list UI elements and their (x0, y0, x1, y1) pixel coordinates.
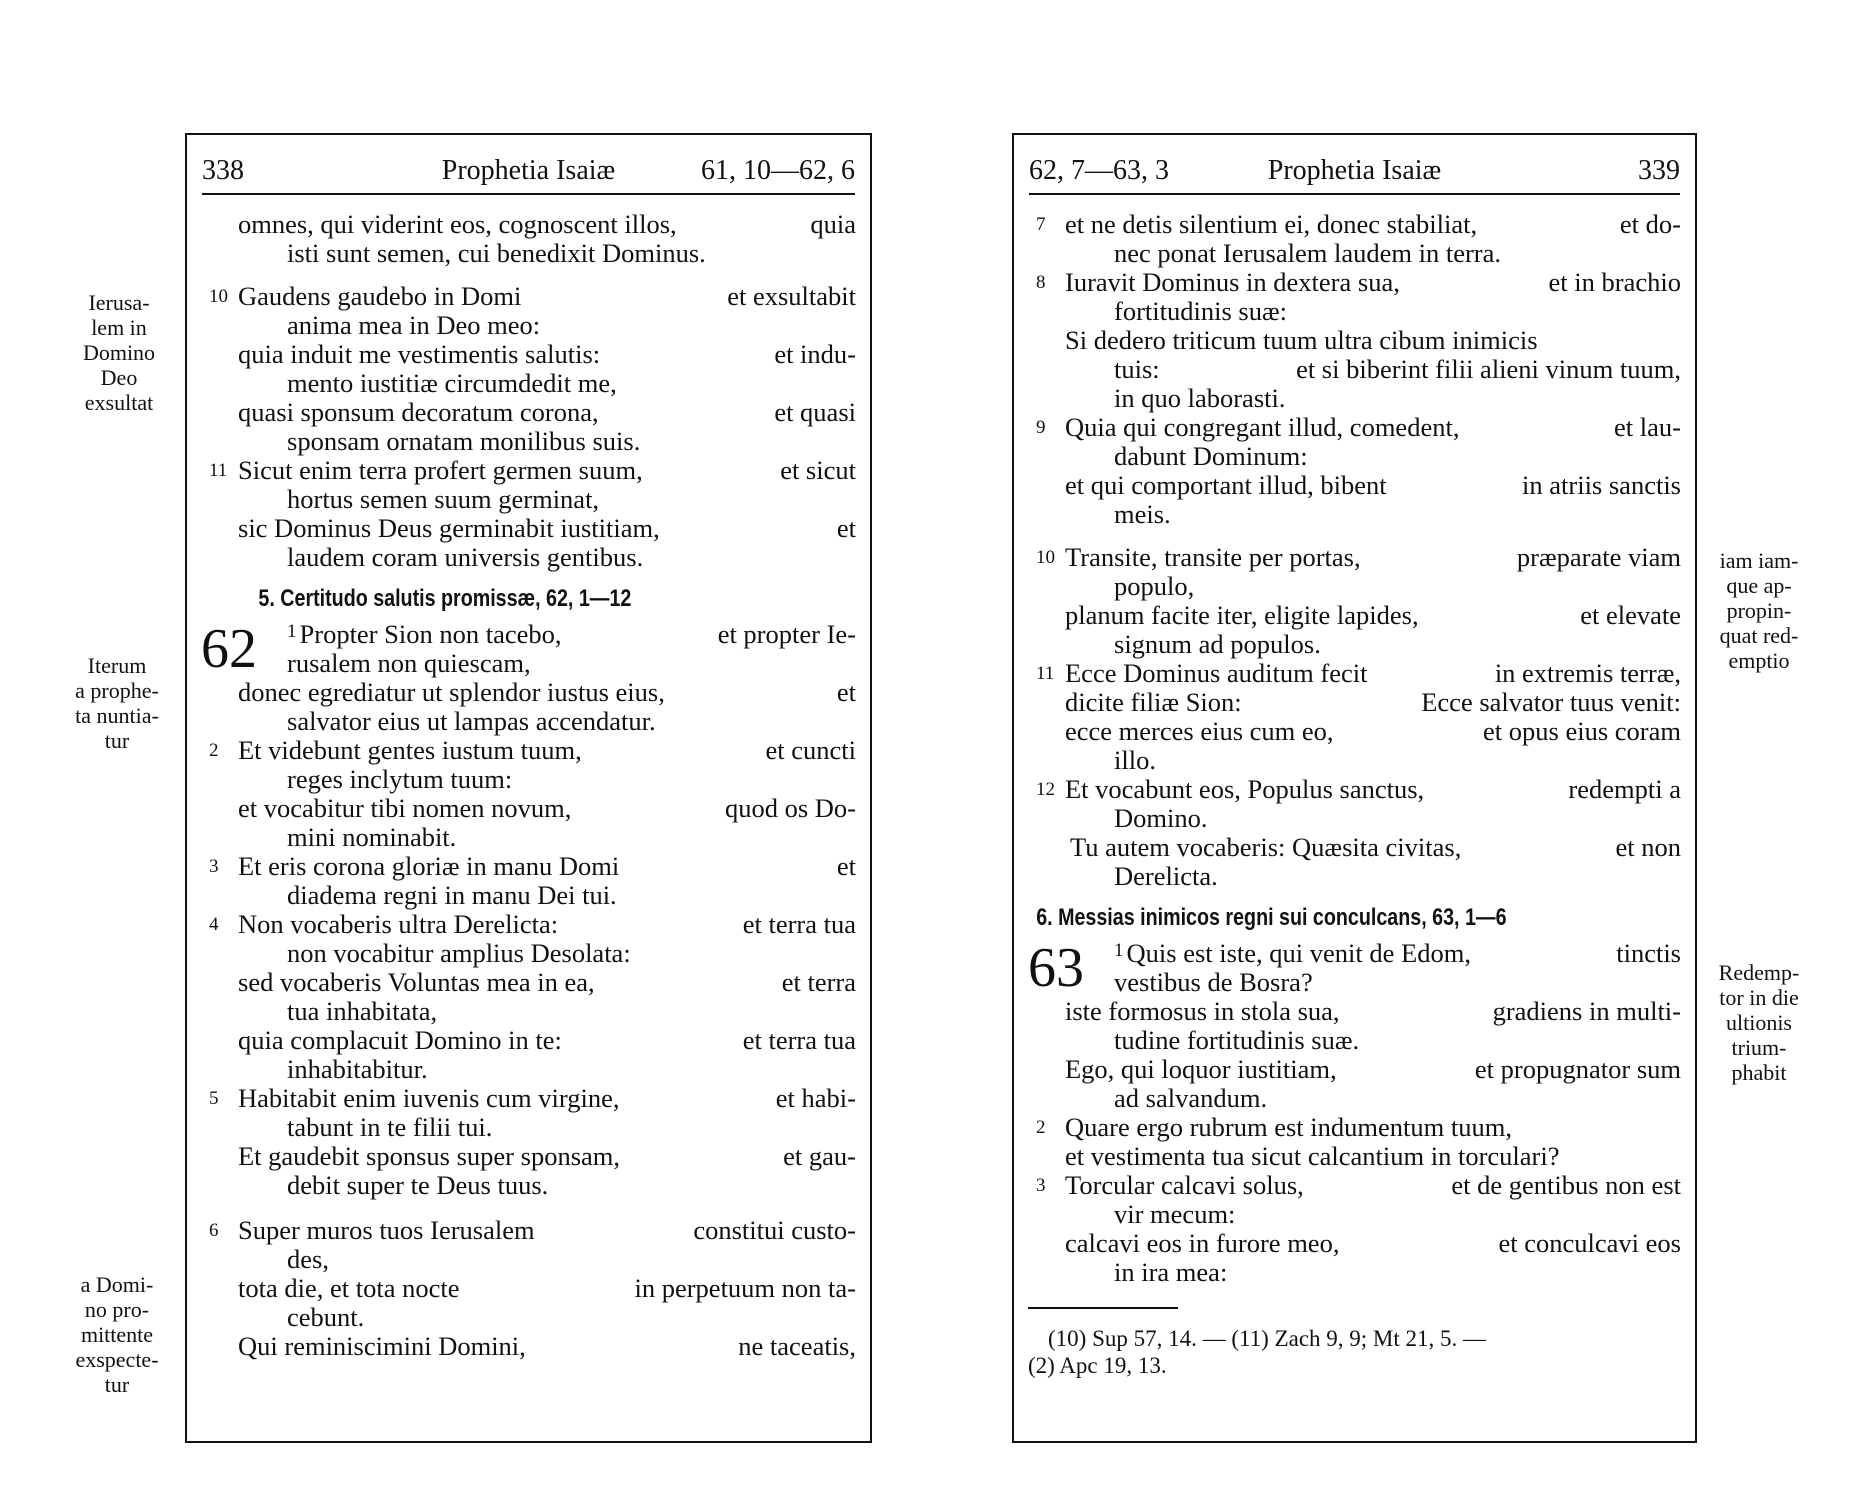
verse-line: 2 Quare ergo rubrum est indumentum tuum, (1036, 1112, 1512, 1142)
verse-number: 2 (1036, 1117, 1046, 1138)
verse-number: 4 (209, 914, 219, 935)
text-line: calcavi eos in furore meo, et conculcavi eos (1065, 1228, 1681, 1258)
text-line: hortus semen suum germinat, (287, 484, 600, 514)
verse-number: 3 (209, 856, 219, 877)
verse-line: 10 Gaudens gaudebo in Domi et exsultabit (209, 281, 856, 311)
verse-line: 2 Et videbunt gentes iustum tuum, et cuncti (209, 735, 856, 765)
text-line: Derelicta. (1114, 861, 1218, 891)
footnote-line: (2) Apc 19, 13. (1028, 1353, 1167, 1378)
text-line: non vocabitur amplius Desolata: (287, 938, 631, 968)
text-line: iste formosus in stola sua, gradiens in multi- (1065, 996, 1681, 1026)
text-line: mento iustitiæ circumdedit me, (287, 368, 617, 398)
text-line: ecce merces eius cum eo, et opus eius coram (1065, 716, 1681, 746)
verse-line: 5 Habitabit enim iuvenis cum virgine, et habi- (209, 1083, 856, 1113)
text-line: illo. (1114, 745, 1156, 775)
verse-line: 11 Sicut enim terra profert germen suum, et sicut (209, 455, 856, 485)
running-title: Prophetia Isaiæ (441, 155, 616, 186)
text-line: isti sunt semen, cui benedixit Dominus. (287, 238, 706, 268)
text-line: rusalem non quiescam, (287, 648, 531, 678)
text-line: ad salvandum. (1114, 1083, 1268, 1113)
running-title: Prophetia Isaiæ (1267, 155, 1442, 186)
text-line: sic Dominus Deus germinabit iustitiam, et (238, 513, 856, 543)
text-line: anima mea in Deo meo: (287, 310, 541, 340)
section-title: 6. Messias inimicos regni sui conculcans, 63, 1—6 (1036, 904, 1507, 931)
text-line: cebunt. (287, 1302, 365, 1332)
text-line: des, (287, 1244, 329, 1274)
verse-number: 1 (1114, 940, 1124, 961)
verse-number: 2 (209, 740, 219, 761)
page-header (1029, 153, 1680, 195)
verse-line: $^1$ Quis est iste, qui venit de Edom, tinctis (1114, 938, 1681, 968)
text-line: sponsam ornatam monilibus suis. (287, 426, 641, 456)
text-line: laudem coram universis gentibus. (287, 542, 644, 572)
text-line: tudine fortitudinis suæ. (1114, 1025, 1360, 1055)
text-line: tabunt in te filii tui. (287, 1112, 493, 1142)
text-line: planum facite iter, eligite lapides, et elevate (1065, 600, 1681, 630)
chapter-number: 62 (201, 618, 257, 680)
page-number: 339 (1638, 155, 1680, 186)
left-page (185, 133, 872, 1443)
text-line: Ego, qui loquor iustitiam, et propugnator sum (1065, 1054, 1681, 1084)
page-body (201, 210, 856, 1361)
text-line: nec ponat Ierusalem laudem in terra. (1114, 238, 1502, 268)
verse-number: 6 (209, 1220, 219, 1241)
section-title: 5. Certitudo salutis promissæ, 62, 1—12 (258, 585, 632, 612)
text-line: vestibus de Bosra? (1114, 967, 1313, 997)
verse-line: 10 Transite, transite per portas, præparate viam (1036, 542, 1681, 572)
verse-line: 3 Et eris corona gloriæ in manu Domi et (209, 851, 856, 881)
margin-note-ierusalem: Ierusa- lem in Domino Deo exsultat (82, 290, 156, 415)
margin-note-a-domino: a Domi- no pro- mittente exspecte- tur (75, 1272, 159, 1397)
text-line: Si dedero triticum tuum ultra cibum inimicis (1065, 325, 1538, 355)
text-line: tota die, et tota nocte in perpetuum non ta- (238, 1273, 856, 1303)
text-line: vir mecum: (1114, 1199, 1236, 1229)
verse-number: 10 (1036, 547, 1055, 568)
verse-number: 11 (1036, 663, 1055, 684)
text-line: dabunt Dominum: (1114, 441, 1308, 471)
text-line: signum ad populos. (1114, 629, 1321, 659)
page-header (202, 153, 855, 195)
text-line: mini nominabit. (287, 822, 457, 852)
text-line: in ira mea: (1114, 1257, 1228, 1287)
margin-note-iterum: Iterum a prophe- ta nuntia- tur (75, 653, 159, 753)
footnote-rule (1028, 1307, 1178, 1309)
right-page (1012, 133, 1697, 1443)
chapter-reference: 61, 10—62, 6 (701, 155, 855, 186)
chapter-reference: 62, 7—63, 3 (1029, 155, 1169, 186)
verse-line: 9 Quia qui congregant illud, comedent, et lau- (1036, 412, 1681, 442)
verse-number: 5 (209, 1088, 219, 1109)
text-line: quia complacuit Domino in te: et terra tua (238, 1025, 856, 1055)
text-line: et qui comportant illud, bibent in atriis sanctis (1065, 470, 1681, 500)
text-line: omnes, qui viderint eos, cognoscent illos, quia (238, 209, 856, 239)
verse-number: 3 (1036, 1175, 1046, 1196)
text-line: inhabitabitur. (287, 1054, 428, 1084)
page-body (1028, 210, 1681, 1379)
chapter-start (201, 620, 856, 678)
text-line: reges inclytum tuum: (287, 764, 513, 794)
text-line: Tu autem vocaberis: Quæsita civitas, et non (1070, 832, 1681, 862)
verse-number: 1 (287, 621, 297, 642)
chapter-start (1028, 939, 1681, 997)
text-line: Qui reminiscimini Domini, ne taceatis, (238, 1331, 856, 1361)
verse-line: 12 Et vocabunt eos, Populus sanctus, redempti a (1036, 774, 1681, 804)
text-line: Et gaudebit sponsus super sponsam, et gau- (238, 1141, 856, 1171)
verse-number: 11 (209, 460, 228, 481)
verse-line: 4 Non vocaberis ultra Derelicta: et terra tua (209, 909, 856, 939)
verse-line: 3 Torcular calcavi solus, et de gentibus non est (1036, 1170, 1681, 1200)
text-line: et vocabitur tibi nomen novum, quod os Do- (238, 793, 856, 823)
footnote-line: (10) Sup 57, 14. — (11) Zach 9, 9; Mt 21, 5. — (1048, 1326, 1487, 1351)
verse-number: 12 (1036, 779, 1055, 800)
text-line: debit super te Deus tuus. (287, 1170, 549, 1200)
text-line: in quo laborasti. (1114, 383, 1286, 413)
text-line: sed vocaberis Voluntas mea in ea, et terra (238, 967, 856, 997)
verse-line: 11 Ecce Dominus auditum fecit in extremis terræ, (1036, 658, 1681, 688)
text-line: et vestimenta tua sicut calcantium in torculari? (1065, 1141, 1560, 1171)
text-line: populo, (1114, 571, 1195, 601)
verse-line: 6 Super muros tuos Ierusalem constitui custo- (209, 1215, 856, 1245)
margin-note-redemptor: Redemp- tor in die ultionis trium- phabit (1718, 960, 1800, 1085)
text-line: Domino. (1114, 803, 1208, 833)
verse-number: 7 (1036, 214, 1046, 235)
text-line: fortitudinis suæ: (1114, 296, 1288, 326)
margin-note-iam-iamque: iam iam- que ap- propin- quat red- emptio (1719, 548, 1799, 673)
verse-number: 9 (1036, 417, 1046, 438)
text-line: diadema regni in manu Dei tui. (287, 880, 617, 910)
text-line: quasi sponsum decoratum corona, et quasi (238, 397, 856, 427)
verse-line: 7 et ne detis silentium ei, donec stabiliat, et do- (1036, 209, 1681, 239)
chapter-number: 63 (1028, 937, 1084, 999)
text-line: meis. (1114, 499, 1171, 529)
verse-number: 8 (1036, 272, 1046, 293)
text-line: quia induit me vestimentis salutis: et indu- (238, 339, 856, 369)
text-line: tua inhabitata, (287, 996, 438, 1026)
text-line: salvator eius ut lampas accendatur. (287, 706, 656, 736)
text-line: tuis: et si biberint filii alieni vinum tuum, (1114, 354, 1681, 384)
verse-number: 10 (209, 286, 228, 307)
verse-line: 8 Iuravit Dominus in dextera sua, et in brachio (1036, 267, 1681, 297)
page-number: 338 (202, 155, 244, 186)
text-line: donec egrediatur ut splendor iustus eius, et (238, 677, 856, 707)
verse-line: $^1$ Propter Sion non tacebo, et propter Ie- (287, 619, 856, 649)
text-line: dicite filiæ Sion: Ecce salvator tuus venit: (1065, 687, 1681, 717)
